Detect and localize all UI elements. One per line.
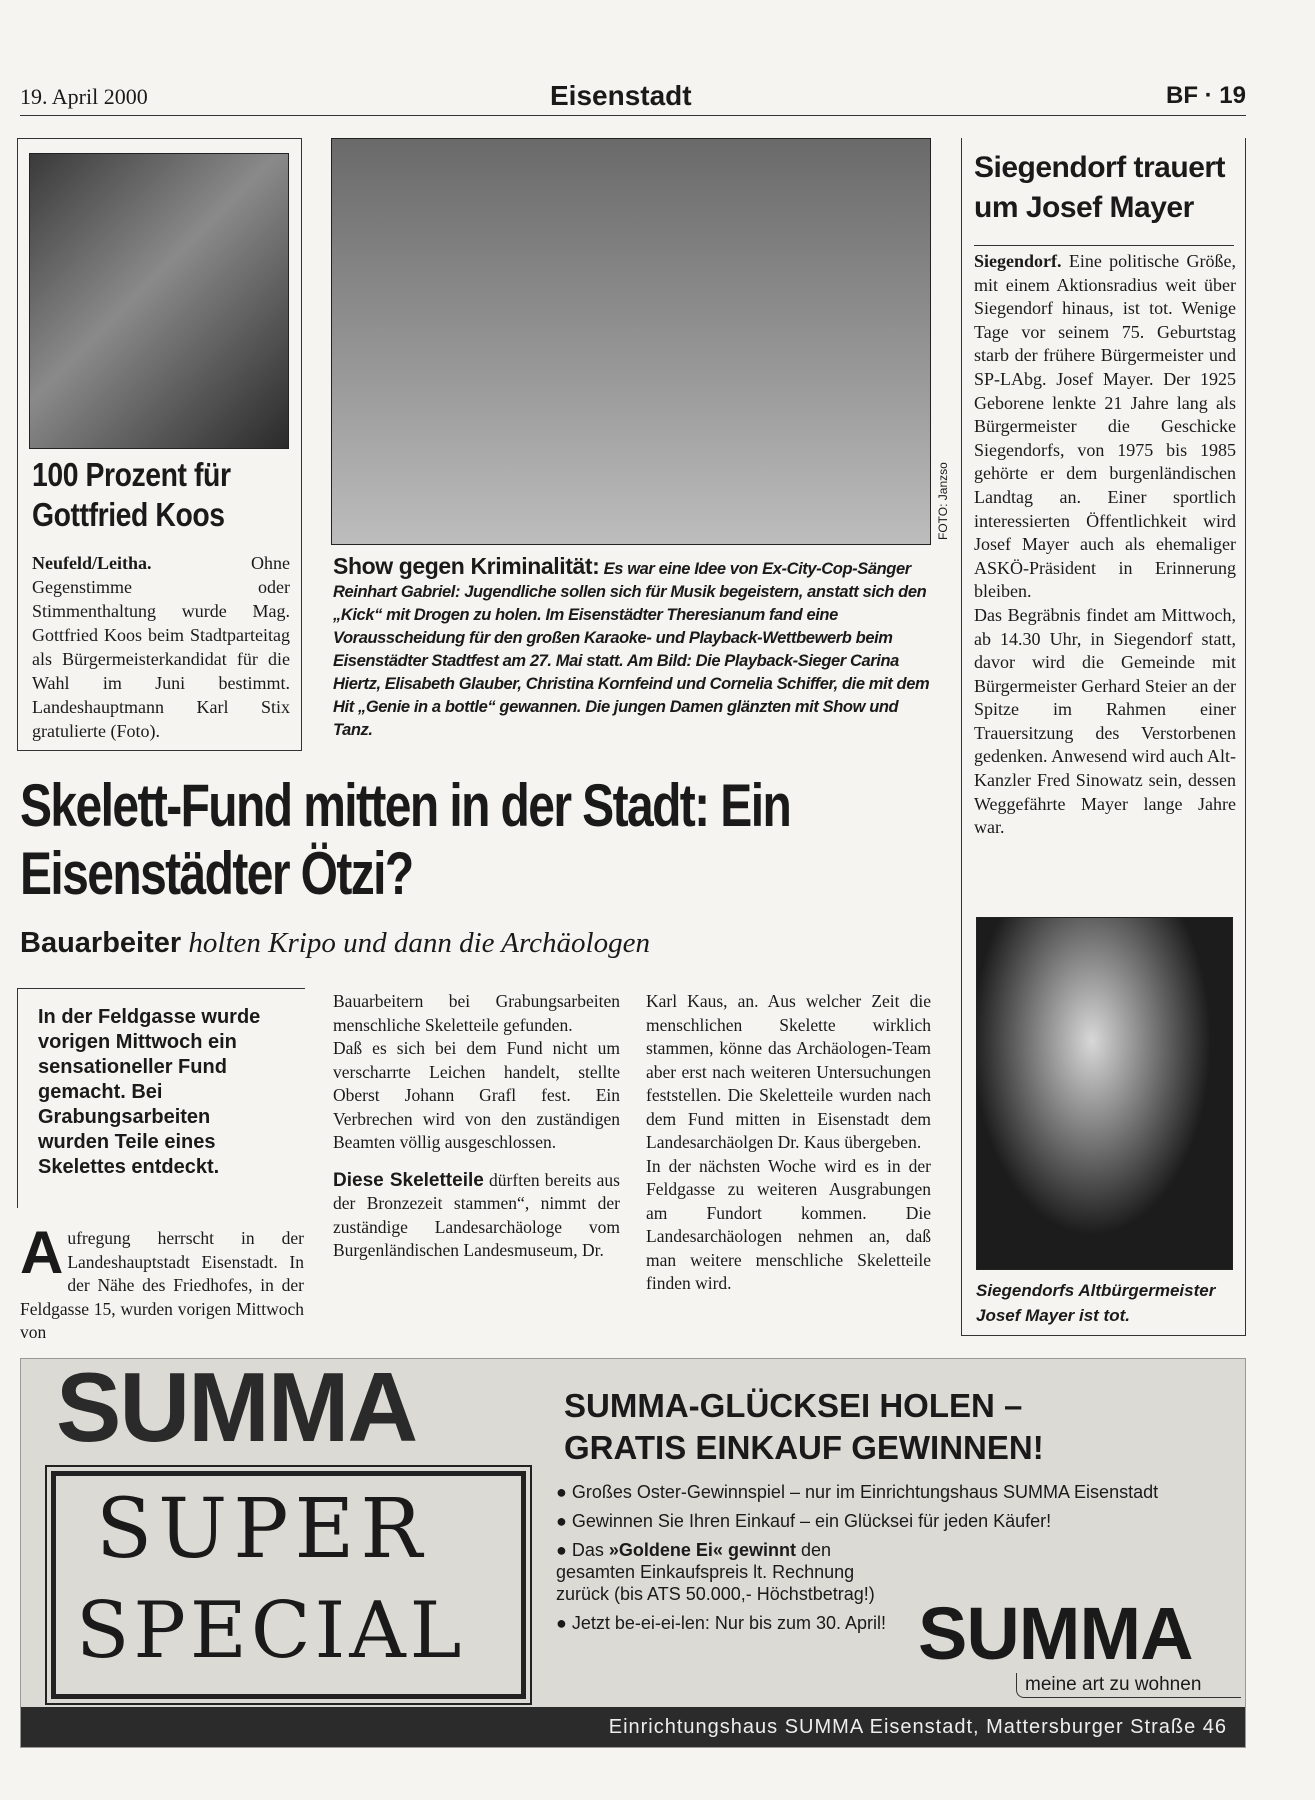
show-caption — [333, 555, 931, 742]
koos-text-block — [32, 455, 290, 743]
koos-article — [17, 138, 302, 751]
koos-headline: 100 Prozent für Gottfried Koos — [32, 456, 231, 533]
koos-text — [32, 551, 290, 743]
mayer-dateline: Siegendorf. — [974, 251, 1062, 271]
bullet-3: ● Das »Goldene Ei« gewinnt den gesamten Einkaufspreis lt. Rechnung zurück (bis ATS 50.000,- Höchstbetrag!) — [556, 1540, 875, 1604]
page-header — [20, 80, 1246, 116]
ad-headline-1: SUMMA-GLÜCKSEI HOLEN – — [564, 1387, 1023, 1424]
col3-p2: In der nächsten Woche wird es in der Feldgasse zu weiteren Ausgrabungen am Fundort kommen. Die Landesarchäologen nehmen an, daß man weitere menschliche Skeletteile finden wird. — [646, 1155, 931, 1293]
bullet-1: ● Großes Oster-Gewinnspiel – nur im Einrichtungshaus SUMMA Eisenstadt — [556, 1482, 1159, 1502]
bullet-text: den gesamten Einkaufspreis lt. Rechnung zurück (bis ATS 50.000,- Höchstbetrag!) — [556, 1540, 875, 1604]
fact-box-text: In der Feldgasse wurde vorigen Mittwoch ein sensationeller Fund gemacht. Bei Grabungsarbeiten wurden Teile eines Skelettes entdeckt. — [38, 1006, 261, 1178]
bullet-text: Großes Oster-Gewinnspiel – nur im Einrichtungshaus SUMMA Eisenstadt — [571, 1482, 1159, 1502]
col2-p3-text: dürften bereits aus der Bronzezeit stammen“, nimmt der zuständige Landesarchäologe vom Burgenländischen Landesmuseum, Dr. — [333, 1169, 620, 1260]
drop-cap: A — [20, 1219, 64, 1286]
col2-p1: Bauarbeitern bei Grabungsarbeiten menschliche Skeletteile gefunden. — [333, 991, 620, 1035]
column-2 — [333, 990, 620, 1263]
col2-p2: Daß es sich bei dem Fund nicht um verscharrte Leichen handelt, stellte Oberst Johann Grafl fest. Ein Verbrechen wird von den zuständigen Beamten völlig ausgeschlossen. — [333, 1038, 620, 1152]
mayer-body-2: Das Begräbnis findet am Mittwoch, ab 14.30 Uhr, in Siegendorf statt, davor wird die Gemeinde mit Bürgermeister Gerhard Steier an der Spitze im Rahmen einer Trauersitzung des Verstorbenen gedenken. Anwesend wird auch Alt-Kanzler Fred Sinowatz sein, dessen Weggefährte Mayer lange Jahre war. — [974, 604, 1236, 838]
koos-body: Ohne Gegenstimme oder Stimmenthaltung wurde Mag. Gottfried Koos beim Stadtparteitag als Bürgermeisterkandidat für die Wahl im Juni bestimmt. Landeshauptmann Karl Stix gratulierte (Foto). — [32, 553, 290, 741]
mayer-photo — [976, 917, 1233, 1270]
bullet-text: Das — [571, 1540, 604, 1560]
koos-dateline: Neufeld/Leitha. — [32, 553, 152, 573]
show-lead: Show gegen Kriminalität: — [333, 553, 600, 579]
ad-headline-2: GRATIS EINKAUF GEWINNEN! — [564, 1429, 1044, 1466]
ad-special: SPECIAL — [76, 1586, 466, 1676]
summa-slogan: meine art zu wohnen — [1016, 1673, 1241, 1698]
photo-credit: FOTO: Janzso — [936, 462, 950, 540]
col2-p3 — [333, 1169, 620, 1263]
skelett-headline: Skelett-Fund mitten in der Stadt: Ein Eisenstädter Ötzi? — [20, 772, 791, 907]
mayer-caption: Siegendorfs Altbürgermeister Josef Mayer ist tot. — [976, 1281, 1216, 1325]
subhead-bold: Bauarbeiter — [20, 927, 182, 959]
fact-box — [17, 988, 305, 1208]
column-3 — [646, 990, 931, 1296]
mayer-headline: Siegendorf trauert um Josef Mayer — [974, 151, 1226, 224]
ad-footer: Einrichtungshaus SUMMA Eisenstadt, Mattersburger Straße 46 — [21, 1707, 1245, 1747]
skelett-subhead — [20, 926, 950, 960]
bullet-text: Jetzt be-ei-ei-len: Nur bis zum 30. April! — [571, 1613, 886, 1633]
bullet-4: ● Jetzt be-ei-ei-len: Nur bis zum 30. April! — [556, 1613, 886, 1633]
koos-photo — [29, 153, 289, 449]
ad-brand-top: SUMMA — [56, 1352, 417, 1462]
section-title: Eisenstadt — [550, 80, 692, 111]
summa-ad — [20, 1352, 1246, 1748]
col1-text: ufregung herrscht in der Landeshauptstadt Eisenstadt. In der Nähe des Friedhofes, in der Feldgasse 15, wurden vorigen Mittwoch von — [20, 1228, 304, 1342]
show-photo — [331, 138, 931, 545]
show-text: Es war eine Idee von Ex-City-Cop-Sänger Reinhart Gabriel: Jugendliche sollen sich für Musik begeistern, anstatt sich den „Kick“ mit Drogen zu holen. Im Eisenstädter Theresianum fand eine Vorausscheidung für den großen Karaoke- und Playback-Wettbewerb beim Eisenstädter Stadtfest am 27. Mai statt. Am Bild: Die Playback-Sieger Carina Hiertz, Elisabeth Glauber, Christina Kornfeind und Cornelia Schiffer, die mit dem Hit „Genie in a bottle“ gewannen. Die jungen Damen glänzten mit Show und Tanz. — [333, 560, 930, 739]
summa-logo: SUMMA — [918, 1592, 1193, 1675]
col3-p1: Karl Kaus, an. Aus welcher Zeit die menschlichen Skelette wirklich stammen, könne das Archäologen-Team aber erst nach weiteren Untersuchungen feststellen. Die Skeletteile wurden nach dem Fund mitten in Eisenstadt dem Landesarchäolgen Dr. Kaus übergeben. — [646, 991, 931, 1152]
column-1 — [20, 1219, 304, 1345]
ad-super: SUPER — [96, 1482, 429, 1577]
col2-lead: Diese Skeletteile — [333, 1169, 484, 1191]
date: 19. April 2000 — [20, 84, 148, 109]
mayer-article — [961, 138, 1246, 1336]
bullet-bold: »Goldene Ei« gewinnt — [608, 1540, 796, 1560]
super-special-box — [51, 1471, 526, 1699]
subhead-italic: holten Kripo und dann die Archäologen — [188, 927, 650, 959]
bullet-2: ● Gewinnen Sie Ihren Einkauf – ein Glücksei für jeden Käufer! — [556, 1511, 1052, 1531]
bullet-text: Gewinnen Sie Ihren Einkauf – ein Glücksei für jeden Käufer! — [571, 1511, 1052, 1531]
mayer-text — [974, 250, 1236, 840]
mayer-body-1: Eine politische Größe, mit einem Aktionsradius weit über Siegendorf hinaus, ist tot. Wenige Tage vor seinem 75. Geburtstag starb der frühere Bürgermeister und SP-LAbg. Josef Mayer. Der 1925 Geborene lenkte 21 Jahre lang als Bürgermeister die Geschicke Siegendorfs, von 1975 bis 1985 gehörte er dem burgenländischen Landtag an. Einer sportlich interessierten Öffentlichkeit wird Josef Mayer auch als ehemaliger ASKÖ-Präsident in Erinnerung bleiben. — [974, 251, 1236, 602]
skelett-title-block — [20, 772, 950, 960]
page-number: BF · 19 — [1165, 82, 1246, 109]
